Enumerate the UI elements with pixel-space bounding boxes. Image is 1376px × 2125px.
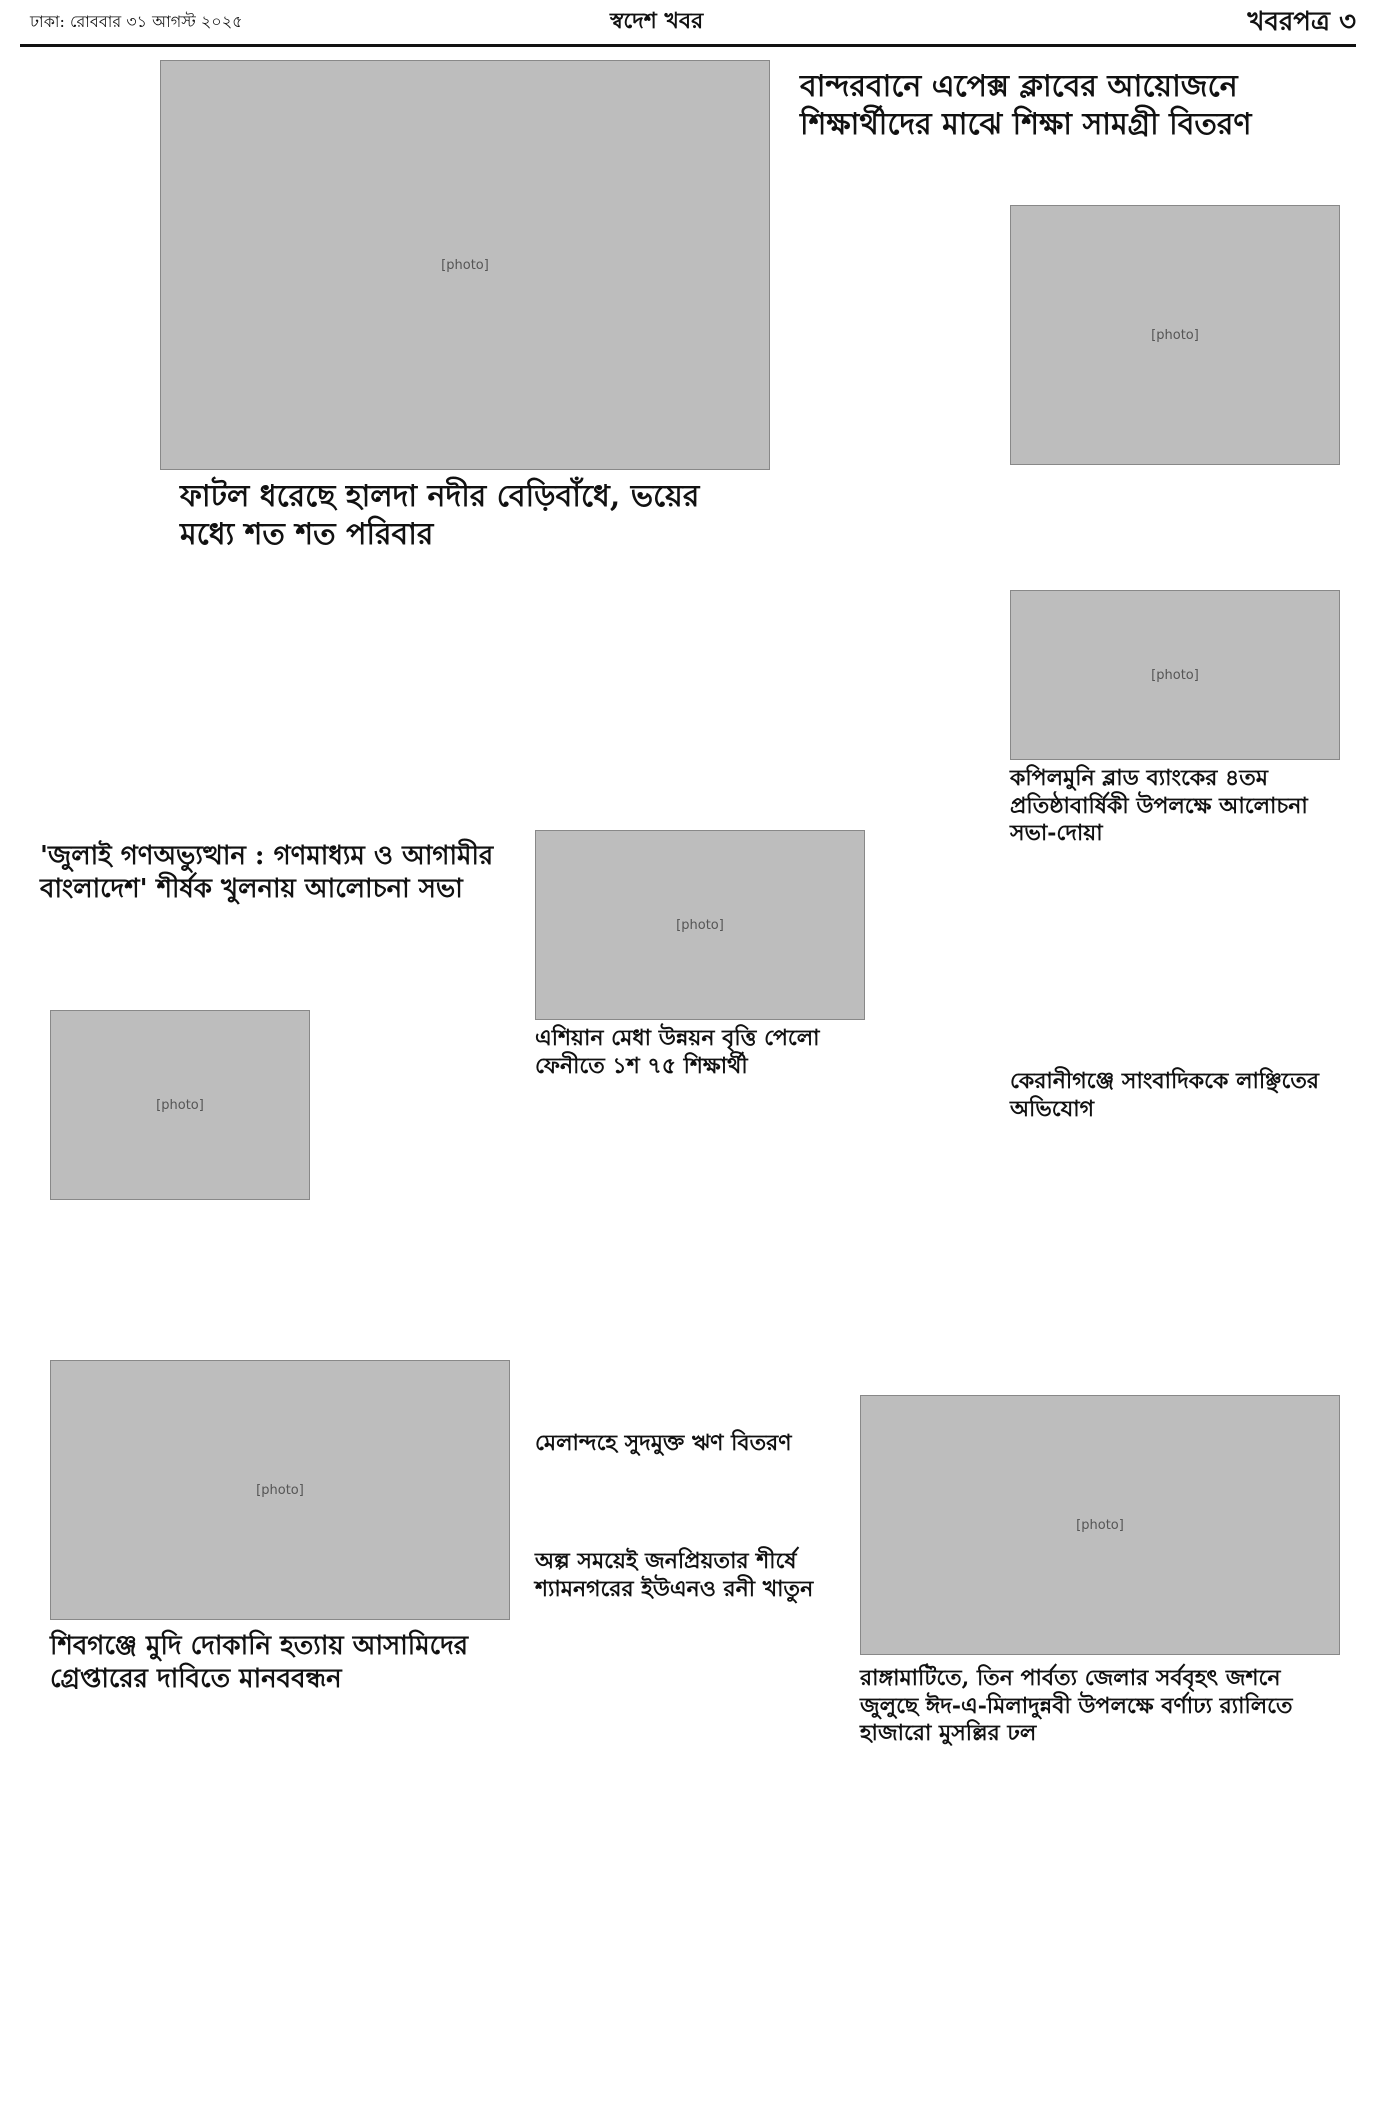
date-line: ঢাকা: রোববার ৩১ আগস্ট ২০২৫ bbox=[30, 12, 243, 31]
shibganj-photo: [photo] bbox=[50, 1360, 510, 1620]
july-headline: 'জুলাই গণঅভ্যুত্থান : গণমাধ্যম ও আগামীর বাংলাদেশ' শীর্ষক খুলনায় আলোচনা সভা bbox=[40, 841, 494, 904]
scholarship-headline: এশিয়ান মেধা উন্নয়ন বৃত্তি পেলো ফেনীতে ১শ ৭৫ শিক্ষার্থী bbox=[535, 1025, 820, 1079]
halda-photo: [photo] bbox=[160, 60, 770, 470]
scholarship-photo: [photo] bbox=[535, 830, 865, 1020]
shyamnagar-headline: অল্প সময়েই জনপ্রিয়তার শীর্ষে শ্যামনগরের ইউএনও রনী খাতুন bbox=[535, 1548, 814, 1602]
shibganj-headline: শিবগঞ্জে মুদি দোকানি হত্যায় আসামিদের গ্রেপ্তারের দাবিতে মানববন্ধন bbox=[50, 1631, 469, 1694]
rangamati-headline: রাঙ্গামাটিতে, তিন পার্বত্য জেলার সর্ববৃহৎ জশনে জুলুছে ঈদ-এ-মিলাদুন্নবী উপলক্ষে বর্ণাঢ্য র‍্যালিতে হাজারো মুসল্লির ঢল bbox=[860, 1665, 1293, 1746]
kapilmuni-photo: [photo] bbox=[1010, 590, 1340, 760]
apex-headline: বান্দরবানে এপেক্স ক্লাবের আয়োজনে শিক্ষার্থীদের মাঝে শিক্ষা সামগ্রী বিতরণ bbox=[800, 69, 1252, 142]
apex-photo: [photo] bbox=[1010, 205, 1340, 465]
logo: খবরপত্র ৩ bbox=[1247, 7, 1356, 37]
rangamati-photo: [photo] bbox=[860, 1395, 1340, 1655]
july-photo: [photo] bbox=[50, 1010, 310, 1200]
halda-headline: ফাটল ধরেছে হালদা নদীর বেড়িবাঁধে, ভয়ের মধ্যে শত শত পরিবার bbox=[180, 479, 700, 552]
kapilmuni-headline: কপিলমুনি ব্লাড ব্যাংকের ৪তম প্রতিষ্ঠাবার্ষিকী উপলক্ষে আলোচনা সভা-দোয়া bbox=[1010, 765, 1308, 846]
page-number: ৩ bbox=[1339, 7, 1356, 37]
melandah-headline: মেলান্দহে সুদমুক্ত ঋণ বিতরণ bbox=[535, 1430, 792, 1456]
section-title: স্বদেশ খবর bbox=[610, 8, 704, 34]
keraniganj-headline: কেরানীগঞ্জে সাংবাদিককে লাঞ্ছিতের অভিযোগ bbox=[1010, 1068, 1319, 1122]
